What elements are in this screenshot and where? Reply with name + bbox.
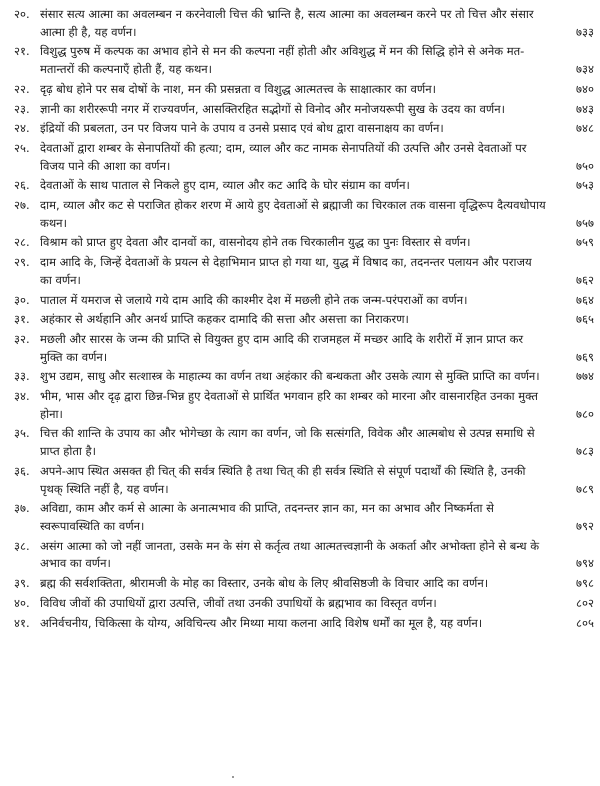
- entry-text: पाताल में यमराज से जलाये गये दाम आदि की काश्मीर देश में मछली होने तक जन्म-परंपराओं का वर्णन।: [40, 292, 468, 307]
- toc-entry: [14, 425, 594, 460]
- entry-number: २३.: [14, 101, 30, 116]
- entry-text: अहंकार से अर्थहानि और अनर्थ प्राप्ति कहकर दामादि की सत्ता और असत्ता का निराकरण।: [40, 312, 409, 327]
- toc-entry: [14, 311, 594, 329]
- entry-text: देवताओं द्वारा शम्बर के सेनापतियों की हत्या; दाम, व्याल और कट नामक सेनापतियों की उत्पत्ति और उनसे देवताओं पर विजय पाने की आशा का वर्णन।: [40, 140, 527, 173]
- toc-entry: [14, 101, 594, 119]
- entry-page-number: ७८९: [576, 481, 594, 496]
- entry-page-number: ७८०: [576, 406, 594, 421]
- entry-number: २२.: [14, 81, 30, 96]
- entry-text: अपने-आप स्थित असक्त ही चित् की सर्वत्र स्थिति है तथा चित् की ही सर्वत्र स्थिति से संपूर्ण पदार्थों की स्थिति है, उनकी पृथक् स्थिति नहीं है, यह वर्णन।: [40, 463, 526, 496]
- entry-page-number: ७६५: [576, 312, 594, 327]
- toc-entry: [14, 292, 594, 310]
- entry-number: ३७.: [14, 501, 30, 516]
- entry-page-number: ७६९: [576, 349, 594, 364]
- entry-text: शुभ उद्यम, साधु और सत्शास्त्र के माहात्म्य का वर्णन तथा अहंकार की बन्धकता और उसके त्याग से मुक्ति प्राप्ति का वर्णन।: [40, 369, 540, 384]
- toc-entry: [14, 575, 594, 593]
- table-of-contents: [14, 6, 594, 634]
- toc-entry: [14, 177, 594, 195]
- entry-number: २८.: [14, 235, 30, 250]
- toc-entry: [14, 140, 594, 175]
- entry-text: विविध जीवों की उपाधियों द्वारा उत्पत्ति, जीवों तथा उनकी उपाधियों के ब्रह्मभाव का विस्तृत वर्णन।: [40, 595, 437, 610]
- entry-number: ३८.: [14, 538, 30, 553]
- entry-page-number: ७९२: [576, 518, 594, 533]
- entry-number: २६.: [14, 178, 30, 193]
- entry-page-number: ७६२: [576, 272, 594, 287]
- entry-text: चित्त की शान्ति के उपाय का और भोगेच्छा के त्याग का वर्णन, जो कि सत्संगति, विवेक और आत्मबोध से उत्पन्न समाधि से प्राप्त होता है।: [40, 426, 535, 459]
- entry-text: दाम, व्याल और कट से पराजित होकर शरण में आये हुए देवताओं से ब्रह्माजी का चिरकाल तक वासना वृद्धिरूप दैत्यवधोपाय कथन।: [40, 198, 546, 230]
- entry-text: दृढ़ बोध होने पर सब दोषों के नाश, मन की प्रसन्नता व विशुद्ध आत्मतत्त्व के साक्षात्कार का वर्णन।: [40, 81, 436, 96]
- toc-entry: [14, 81, 594, 99]
- toc-entry: [14, 368, 594, 386]
- entry-page-number: ७९४: [576, 556, 594, 571]
- entry-number: २९.: [14, 255, 30, 270]
- ink-speck: [232, 776, 234, 778]
- entry-text: देवताओं के साथ पाताल से निकले हुए दाम, व्याल और कट आदि के घोर संग्राम का वर्णन।: [40, 178, 410, 193]
- entry-number: ३५.: [14, 426, 30, 441]
- entry-text: ब्रह्म की सर्वशक्तिता, श्रीरामजी के मोह का विस्तार, उनके बोध के लिए श्रीवसिष्ठजी के विचार आदि का वर्णन।: [40, 576, 489, 591]
- entry-text: विशुद्ध पुरुष में कल्पक का अभाव होने से मन की कल्पना नहीं होती और अविशुद्ध में मन की सिद्धि होने से अनेक मत-मतान्तरों की कल्पनाएँ होती हैं, यह कथन।: [40, 44, 525, 77]
- toc-entry: [14, 43, 594, 78]
- entry-page-number: ८०२: [576, 595, 594, 610]
- entry-number: २१.: [14, 44, 30, 59]
- entry-page-number: ७३३: [576, 24, 594, 39]
- entry-number: ४१.: [14, 615, 30, 630]
- entry-number: २०.: [14, 7, 30, 21]
- toc-entry: [14, 331, 594, 366]
- entry-text: असंग आत्मा को जो नहीं जानता, उसके मन के संग से कर्तृत्व तथा आत्मतत्त्वज्ञानी के अकर्ता और अभोक्ता होने से बन्ध के अभाव का वर्णन।: [40, 538, 540, 571]
- entry-page-number: ७९८: [576, 576, 594, 591]
- toc-entry: [14, 388, 594, 423]
- toc-entry: [14, 197, 594, 232]
- toc-entry: [14, 463, 594, 498]
- entry-number: ३१.: [14, 312, 30, 327]
- entry-text: इंद्रियों की प्रबलता, उन पर विजय पाने के उपाय व उनसे प्रसाद एवं बोध द्वारा वासनाक्षय का वर्णन।: [40, 121, 444, 136]
- toc-entry: [14, 6, 594, 41]
- entry-number: ३३.: [14, 369, 30, 384]
- entry-page-number: ७५०: [576, 158, 594, 173]
- entry-number: २७.: [14, 198, 30, 213]
- entry-page-number: ७३४: [576, 62, 594, 77]
- entry-text: मछली और सारस के जन्म की प्राप्ति से वियुक्त हुए दाम आदि की राजमहल में मच्छर आदि के शरीरों में ज्ञान प्राप्त कर मुक्ति का वर्णन।: [40, 331, 524, 364]
- entry-number: २५.: [14, 140, 30, 155]
- entry-number: ३९.: [14, 576, 30, 591]
- toc-entry: [14, 595, 594, 613]
- entry-page-number: ७६४: [576, 292, 594, 307]
- entry-page-number: ७५९: [576, 235, 594, 250]
- entry-number: २४.: [14, 121, 30, 136]
- entry-number: ३०.: [14, 292, 30, 307]
- entry-number: ३२.: [14, 331, 30, 346]
- entry-text: अनिर्वचनीय, चिकित्सा के योग्य, अविचिन्त्य और मिथ्या माया कलना आदि विशेष धर्मों का मूल है, यह वर्णन।: [40, 615, 483, 630]
- entry-text: संसार सत्य आत्मा का अवलम्बन न करनेवाली चित्त की भ्रान्ति है, सत्य आत्मा का अवलम्बन करने पर तो चित्त और संसार आत्मा ही है, यह वर्णन।: [40, 7, 534, 39]
- entry-page-number: ७७४: [576, 369, 594, 384]
- toc-entry: [14, 254, 594, 289]
- entry-text: अविद्या, काम और कर्म से आत्मा के अनात्मभाव की प्राप्ति, तदनन्तर ज्ञान का, मन का अभाव और निष्कर्मता से स्वरूपावस्थिति का वर्णन।: [40, 501, 494, 533]
- entry-text: भीम, भास और दृढ़ द्वारा छिन्न-भिन्न हुए देवताओं से प्रार्थित भगवान हरि का शम्बर को मारना और वासनारहित उनका मुक्त होना।: [40, 389, 538, 421]
- entry-number: ४०.: [14, 595, 30, 610]
- entry-page-number: ७४३: [576, 101, 594, 116]
- entry-page-number: ७८३: [576, 444, 594, 459]
- toc-entry: [14, 120, 594, 138]
- toc-entry: [14, 234, 594, 252]
- toc-entry: [14, 615, 594, 633]
- toc-entry: [14, 500, 594, 535]
- entry-text: ज्ञानी का शरीररूपी नगर में राज्यवर्णन, आसक्तिरहित सद्भोगों से विनोद और मनोजयरूपी सुख के उदय का वर्णन।: [40, 101, 505, 116]
- entry-page-number: ७४०: [576, 81, 594, 96]
- entry-text: विश्राम को प्राप्त हुए देवता और दानवों का, वासनोदय होने तक चिरकालीन युद्ध का पुनः विस्तार से वर्णन।: [40, 235, 471, 250]
- entry-number: ३४.: [14, 389, 30, 404]
- toc-entry: [14, 538, 594, 573]
- entry-page-number: ७४८: [576, 121, 594, 136]
- entry-page-number: ७५३: [576, 178, 594, 193]
- entry-page-number: ८०५: [576, 615, 594, 630]
- entry-number: ३६.: [14, 463, 30, 478]
- entry-text: दाम आदि के, जिन्हें देवताओं के प्रयत्न से देहाभिमान प्राप्त हो गया था, युद्ध में विषाद का, तदनन्तर पलायन और पराजय का वर्णन।: [40, 255, 532, 287]
- entry-page-number: ७५७: [576, 215, 594, 230]
